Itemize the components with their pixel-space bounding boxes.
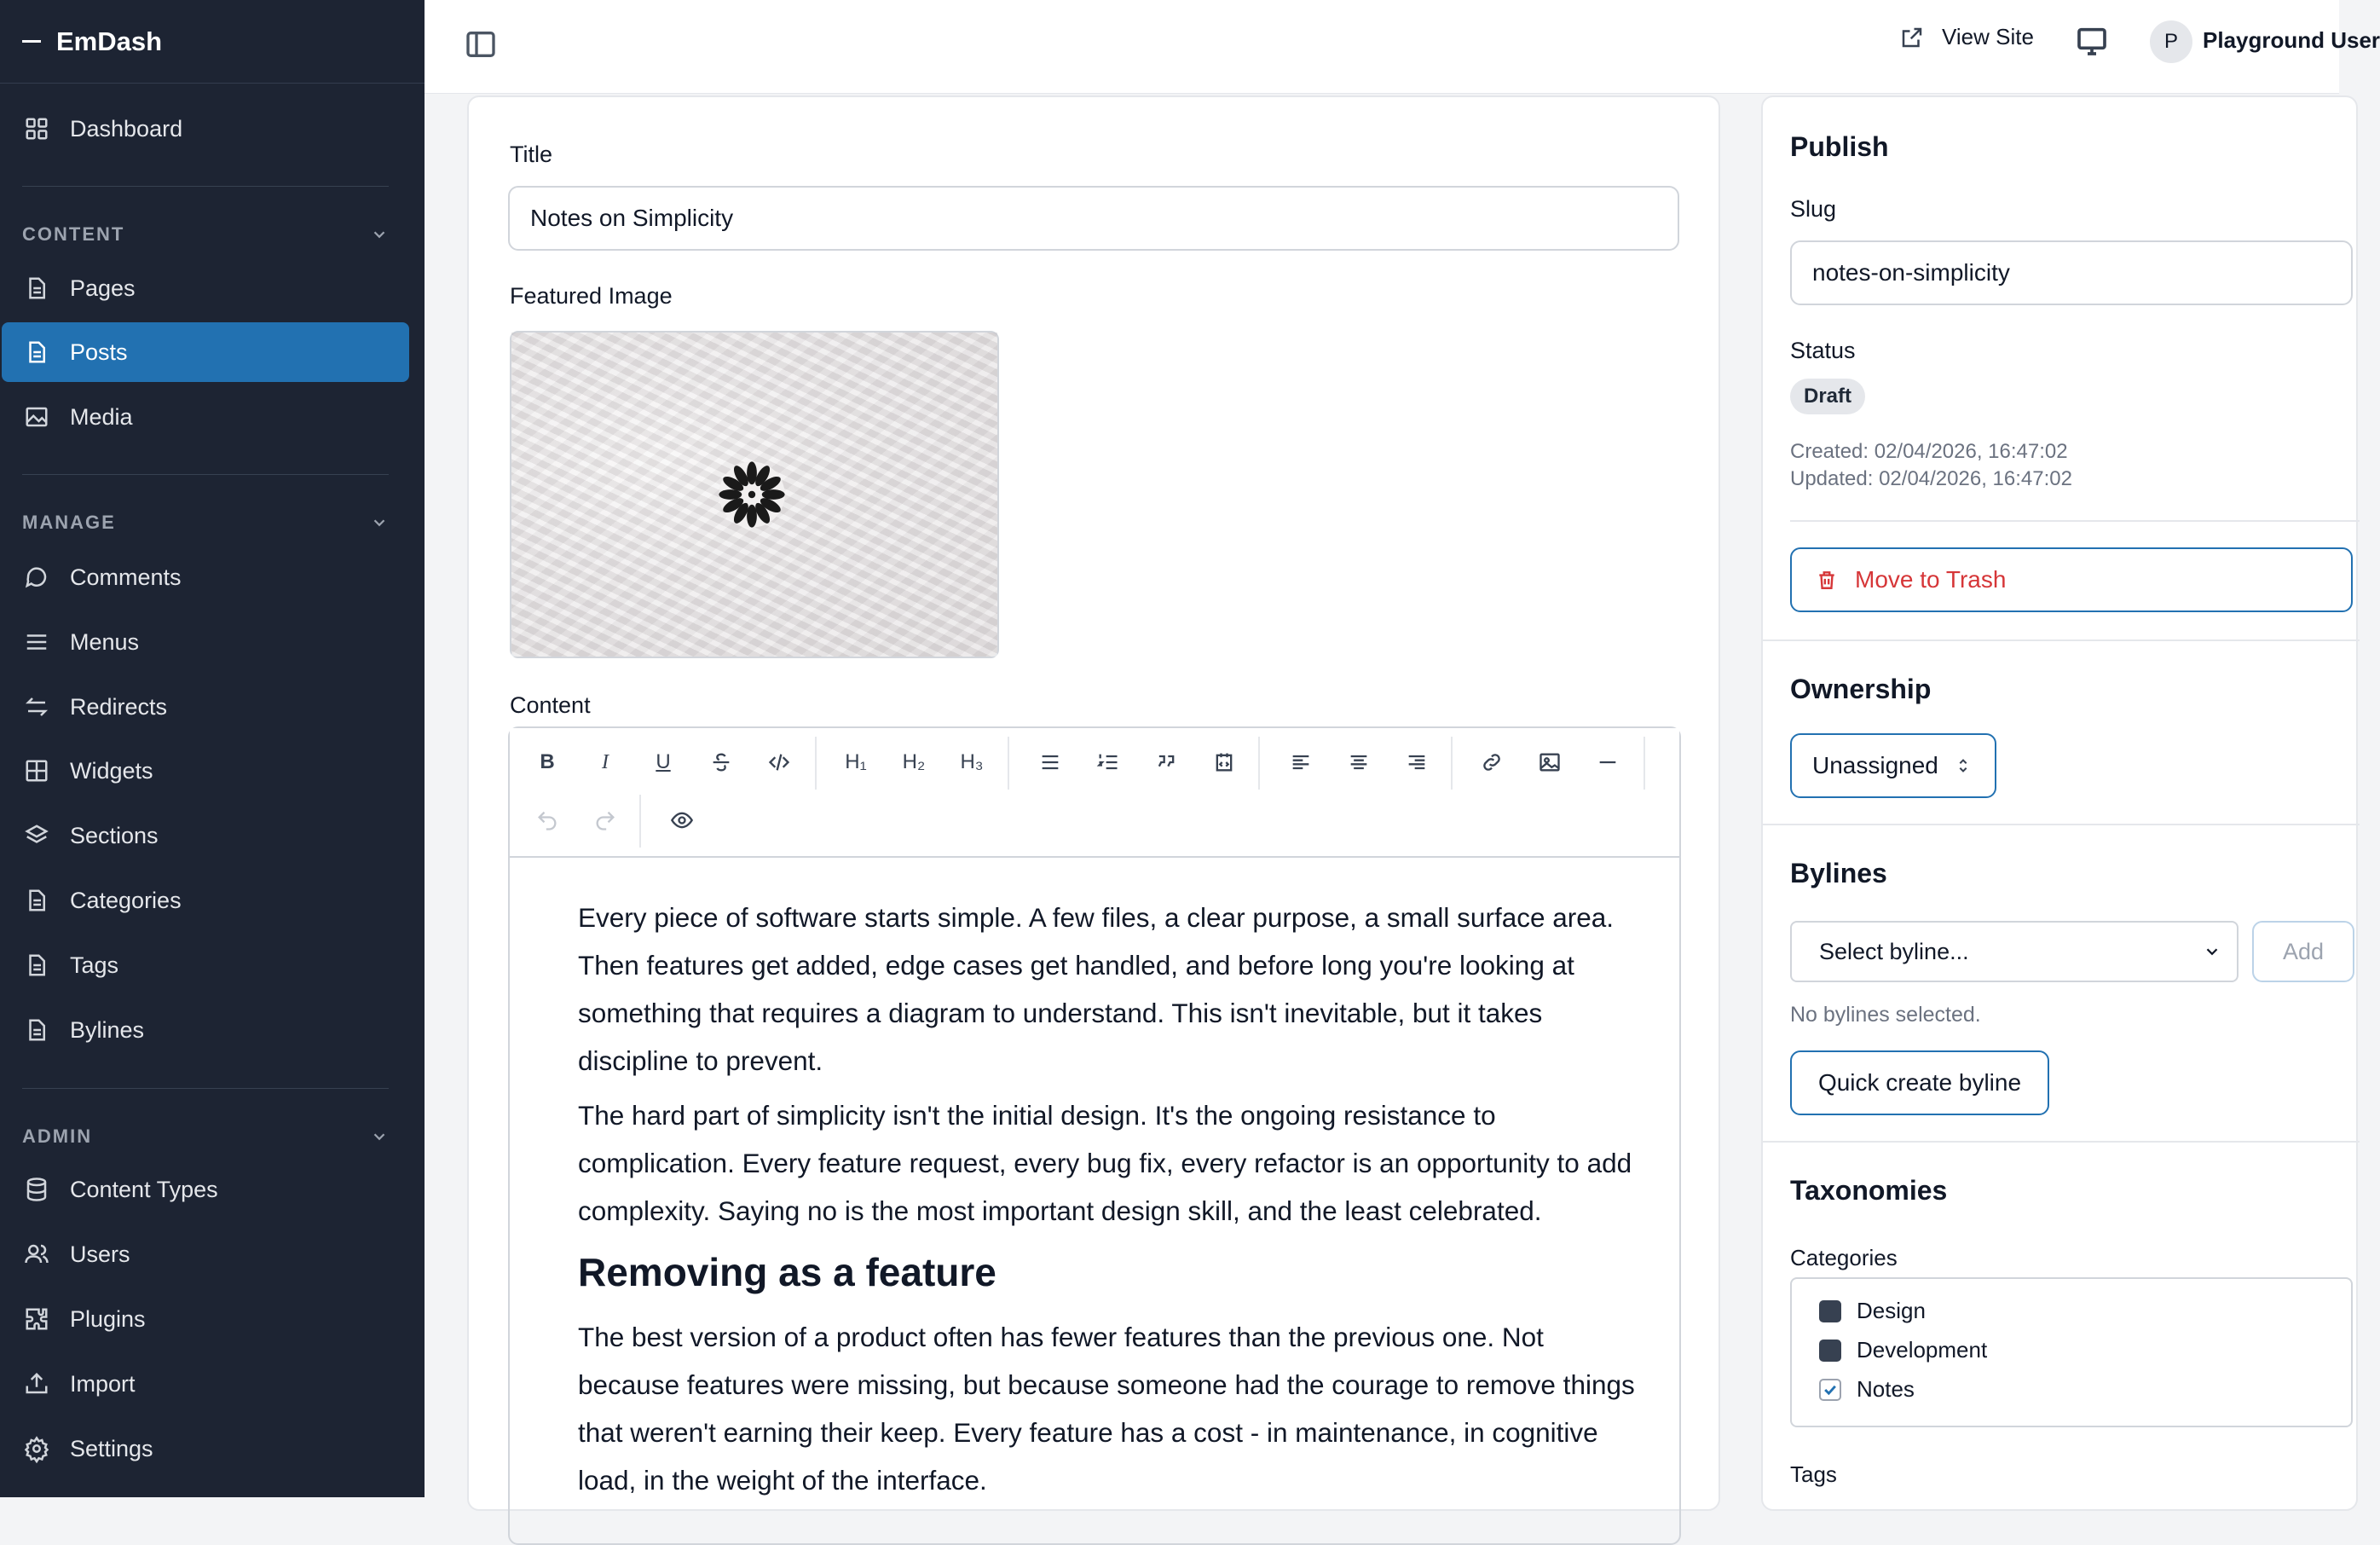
sidebar-item-media[interactable] [2, 387, 409, 447]
byline-select[interactable] [1790, 921, 2238, 982]
divider [1763, 1141, 2360, 1143]
sidebar-item-content-types[interactable] [2, 1160, 409, 1219]
bylines-empty-text: No bylines selected. [1790, 1003, 1981, 1027]
content-paragraph: The hard part of simplicity isn't the initial design. It's the ongoing resistance to complication. Every feature request, every bug fix, every refactor is an opportunity to add complexity. Saying no is the most important design skill, and the least celebrated. [578, 1100, 1632, 1226]
sidebar-item-label: Menus [70, 628, 140, 655]
link-button[interactable] [1473, 744, 1511, 781]
sidebar-item-posts[interactable] [2, 322, 409, 382]
toolbar-divider [815, 737, 817, 790]
heading-1-button[interactable]: H₁ [845, 750, 867, 773]
undo-button[interactable] [529, 801, 566, 839]
undo-icon [535, 808, 559, 832]
sidebar-item-sections[interactable] [2, 806, 409, 865]
dashboard-icon [24, 116, 49, 142]
sidebar-item-label: Redirects [70, 693, 168, 720]
divider [1763, 824, 2360, 825]
sidebar-item-pages[interactable] [2, 258, 409, 318]
sidebar-item-bylines[interactable] [2, 1000, 409, 1060]
sidebar [0, 0, 425, 1497]
status-badge: Draft [1790, 379, 1865, 414]
align-center-button[interactable] [1340, 744, 1378, 781]
content-paragraph: Every piece of software starts simple. A few files, a clear purpose, a small surface area. Then features get added, edge cases get handled, and before long you're looking at something that requires a diagram to understand. This isn't inevitable, but it takes discipline to prevent. [578, 902, 1615, 1076]
section-label: MANAGE [22, 512, 116, 533]
view-site-label: View Site [1942, 24, 2034, 49]
featured-image[interactable] [510, 331, 999, 658]
sidebar-item-plugins[interactable] [2, 1289, 409, 1349]
strikethrough-icon [709, 750, 733, 774]
sidebar-item-label: Widgets [70, 757, 153, 784]
sidebar-item-settings[interactable] [2, 1419, 409, 1478]
sidebar-item-comments[interactable] [2, 547, 409, 607]
align-right-button[interactable] [1398, 744, 1436, 781]
featured-image-label: Featured Image [510, 283, 673, 309]
category-label: Development [1857, 1337, 1988, 1363]
sidebar-item-dashboard[interactable] [2, 99, 409, 159]
section-admin-toggle[interactable] [22, 1125, 389, 1148]
comment-icon [24, 564, 49, 590]
brand-dash-icon [22, 40, 41, 43]
check-icon [1822, 1381, 1839, 1398]
quote-icon [1154, 750, 1178, 774]
sidebar-divider [22, 474, 389, 475]
code-icon [767, 750, 791, 774]
section-manage-toggle[interactable] [22, 512, 389, 534]
redo-icon [593, 808, 617, 832]
taxonomies-heading: Taxonomies [1790, 1175, 1948, 1206]
align-right-icon [1405, 750, 1429, 774]
sidebar-toggle-icon[interactable] [464, 27, 498, 61]
align-left-button[interactable] [1282, 744, 1320, 781]
sidebar-item-label: Users [70, 1241, 130, 1267]
widgets-icon [24, 758, 49, 784]
menu-icon [24, 629, 49, 655]
content-heading: Removing as a feature [578, 1250, 996, 1294]
content-label: Content [510, 692, 591, 718]
numbered-list-icon [1096, 750, 1120, 774]
toolbar-divider [1643, 737, 1645, 790]
sidebar-item-widgets[interactable] [2, 741, 409, 801]
sidebar-item-tags[interactable] [2, 935, 409, 995]
section-content-toggle[interactable] [22, 223, 389, 246]
rosette-ornament-icon [716, 459, 788, 530]
view-site-link[interactable] [1899, 24, 2034, 50]
updated-timestamp: Updated: 02/04/2026, 16:47:02 [1790, 467, 2072, 490]
tags-label: Tags [1790, 1461, 1837, 1487]
toolbar-divider [639, 795, 641, 848]
redirect-icon [24, 694, 49, 720]
redo-button[interactable] [586, 801, 624, 839]
avatar[interactable]: P [2150, 20, 2192, 63]
align-left-icon [1289, 750, 1313, 774]
external-link-icon [1899, 25, 1925, 50]
users-icon [24, 1241, 49, 1267]
category-label: Design [1857, 1298, 1926, 1323]
sidebar-item-menus[interactable] [2, 612, 409, 672]
database-icon [24, 1177, 49, 1202]
content-paragraph: The best version of a product often has fewer features than the previous one. Not because features were missing, but because someone had the courage to remove things that weren't earning their keep. Every feature has a cost - in maintenance, in cognitive load, in the weight of the interface. [578, 1322, 1635, 1496]
link-icon [1480, 750, 1504, 774]
editor-content[interactable] [510, 858, 1679, 1504]
sidebar-item-label: Plugins [70, 1305, 146, 1332]
categories-list [1790, 1277, 2353, 1427]
slug-label: Slug [1790, 196, 1837, 222]
top-bar [425, 0, 2380, 94]
user-name[interactable]: Playground User [2203, 27, 2380, 53]
sidebar-item-categories[interactable] [2, 871, 409, 930]
eye-icon [670, 808, 694, 832]
checkbox[interactable] [1819, 1340, 1841, 1362]
image-icon [1538, 750, 1562, 774]
layers-icon [24, 823, 49, 848]
italic-button[interactable]: I [602, 750, 609, 773]
upload-icon [24, 1371, 49, 1397]
sidebar-item-label: Dashboard [70, 115, 183, 142]
sidebar-item-label: Comments [70, 564, 182, 590]
title-input[interactable]: Notes on Simplicity [508, 186, 1679, 251]
checkbox[interactable] [1819, 1300, 1841, 1322]
trash-icon [1816, 569, 1838, 591]
chevron-down-icon [370, 513, 389, 532]
horizontal-rule-button[interactable] [1589, 744, 1626, 781]
ownership-select[interactable] [1790, 733, 1996, 798]
move-to-trash-button[interactable] [1790, 547, 2353, 612]
horizontal-rule-icon [1596, 750, 1620, 774]
bullet-list-icon [1038, 750, 1062, 774]
align-center-icon [1347, 750, 1371, 774]
divider [1763, 639, 2360, 641]
sidebar-item-label: Posts [70, 339, 128, 365]
sidebar-item-label: Tags [70, 952, 119, 978]
publish-heading: Publish [1790, 131, 1889, 162]
title-label: Title [510, 142, 553, 167]
sidebar-item-label: Bylines [70, 1016, 145, 1043]
page-icon [24, 339, 49, 365]
monitor-icon[interactable] [2075, 24, 2109, 58]
page-icon [24, 952, 49, 978]
heading-3-button[interactable]: H₃ [960, 750, 984, 773]
editor-toolbar [510, 728, 1679, 858]
trash-label: Move to Trash [1855, 566, 2007, 593]
page-icon [24, 275, 49, 301]
sidebar-divider [22, 1088, 389, 1089]
category-item-development[interactable] [1819, 1337, 1987, 1363]
page-icon [24, 888, 49, 913]
chevron-down-icon [2203, 942, 2221, 961]
heading-2-button[interactable]: H₂ [902, 750, 926, 773]
insert-image-button[interactable] [1531, 744, 1568, 781]
categories-label: Categories [1790, 1245, 1898, 1270]
toolbar-divider [1451, 737, 1453, 790]
preview-button[interactable] [663, 801, 701, 839]
sidebar-item-label: Content Types [70, 1176, 218, 1202]
status-label: Status [1790, 338, 1856, 363]
post-editor-card [467, 95, 1720, 1511]
sidebar-item-redirects[interactable] [2, 677, 409, 737]
chevron-up-down-icon [1954, 756, 1973, 775]
sidebar-item-label: Import [70, 1370, 136, 1397]
toolbar-divider [1008, 737, 1009, 790]
sidebar-divider [22, 186, 389, 187]
sidebar-item-label: Sections [70, 822, 159, 848]
code-block-icon [1212, 750, 1236, 774]
category-label: Notes [1857, 1376, 1915, 1402]
section-label: ADMIN [22, 1125, 93, 1147]
ownership-value: Unassigned [1812, 752, 1938, 778]
chevron-down-icon [370, 225, 389, 244]
category-item-notes[interactable] [1819, 1376, 1915, 1403]
code-block-button[interactable] [1205, 744, 1243, 781]
sidebar-item-label: Categories [70, 887, 182, 913]
bullet-list-button[interactable] [1031, 744, 1069, 781]
divider [1790, 520, 2360, 522]
byline-select-value: Select byline... [1819, 938, 1969, 964]
sidebar-item-import[interactable] [2, 1354, 409, 1414]
sidebar-item-label: Media [70, 403, 133, 430]
created-timestamp: Created: 02/04/2026, 16:47:02 [1790, 440, 2068, 463]
bold-button[interactable]: B [540, 750, 555, 773]
slug-input[interactable]: notes-on-simplicity [1790, 240, 2353, 305]
checkbox-checked[interactable] [1819, 1379, 1841, 1401]
sidebar-item-label: Pages [70, 275, 136, 301]
numbered-list-button[interactable] [1089, 744, 1127, 781]
blockquote-button[interactable] [1147, 744, 1185, 781]
chevron-down-icon [370, 1127, 389, 1146]
quick-create-byline-button[interactable]: Quick create byline [1790, 1050, 2049, 1115]
strikethrough-button[interactable] [702, 744, 740, 781]
code-button[interactable] [760, 744, 798, 781]
toolbar-divider [1258, 737, 1260, 790]
gear-icon [24, 1436, 49, 1461]
section-label: CONTENT [22, 223, 125, 245]
image-icon [24, 404, 49, 430]
add-byline-button[interactable]: Add [2252, 921, 2354, 982]
page-icon [24, 1017, 49, 1043]
category-item-design[interactable] [1819, 1298, 1926, 1324]
brand-name: EmDash [56, 26, 163, 56]
settings-panel [1761, 95, 2358, 1511]
brand[interactable] [0, 0, 425, 84]
puzzle-icon [24, 1306, 49, 1332]
bylines-heading: Bylines [1790, 858, 1887, 888]
rich-text-editor [508, 726, 1681, 1545]
underline-button[interactable]: U [656, 750, 671, 773]
sidebar-item-label: Settings [70, 1435, 153, 1461]
ownership-heading: Ownership [1790, 674, 1932, 704]
sidebar-item-users[interactable] [2, 1224, 409, 1284]
